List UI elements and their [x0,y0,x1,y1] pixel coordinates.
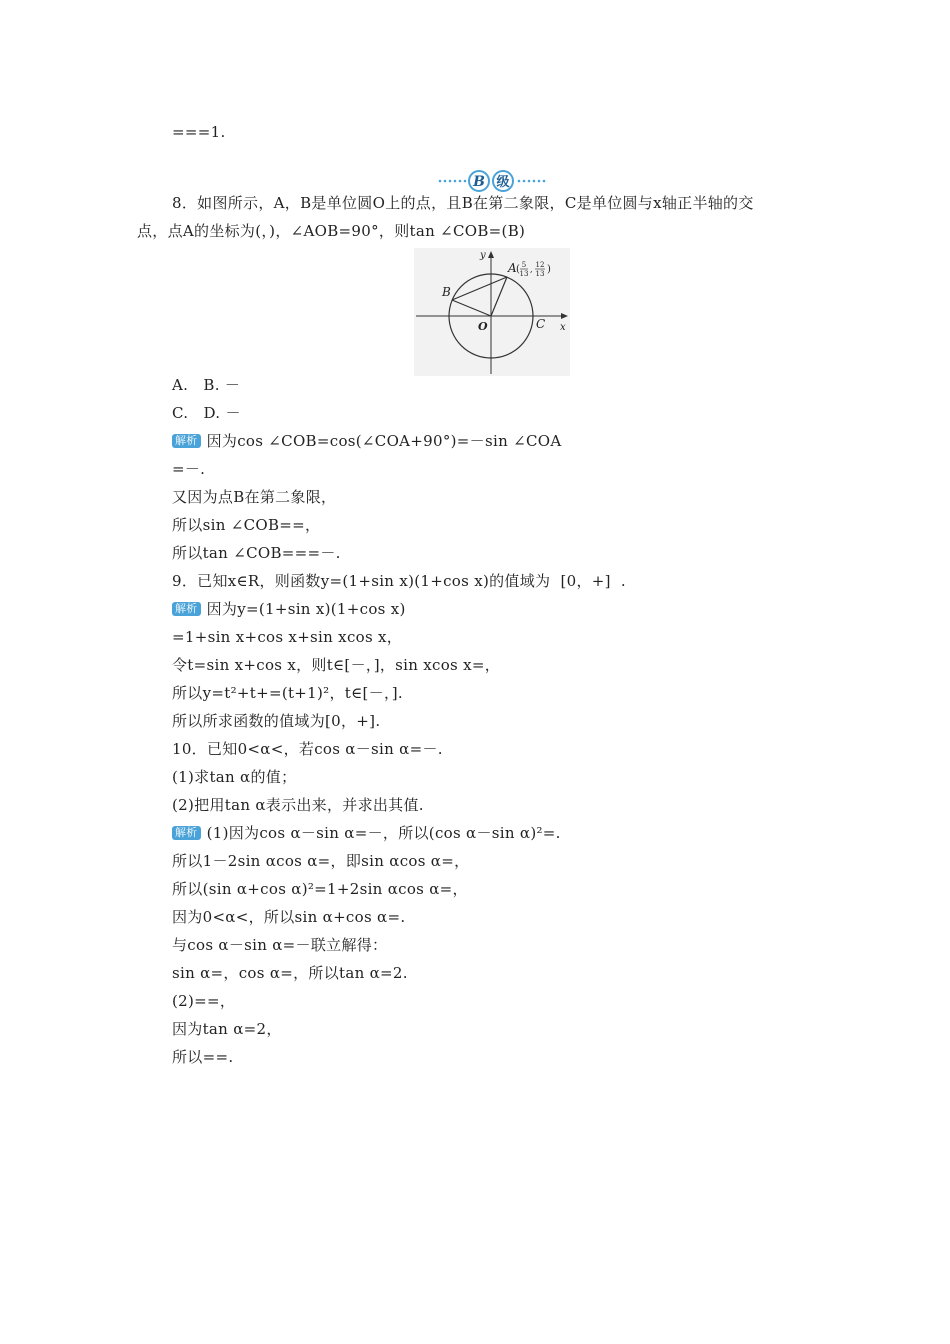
solution-10-line-1 [172,823,561,843]
a-y-denominator: 13 [535,270,545,278]
a-y-numerator: 12 [535,261,545,269]
label-a-close-paren: ) [547,264,551,275]
question-10-part-2: (2)把用tan α表示出来，并求出其值. [172,796,424,814]
solution-10-line-6: sin α=，cos α=，所以tan α=2. [172,964,408,982]
analysis-tag: 解析 [172,826,201,840]
solution-10-line-8: 因为tan α=2， [172,1020,282,1038]
solution-9-line-1 [172,599,406,619]
a-x-numerator: 5 [521,261,527,269]
question-8-line-2: 点，点A的坐标为(，)，∠AOB=90°，则tan ∠COB=(B) [137,222,526,240]
unit-circle-figure [414,248,570,376]
analysis-tag: 解析 [172,602,201,616]
line-result-1: ===1. [172,123,226,141]
banner-dots-right [518,180,546,183]
solution-10-text-1: (1)因为cos α－sin α=－，所以(cos α－sin α)²=. [206,824,561,842]
banner-letter: B [473,174,485,190]
solution-10-line-4: 因为0<α<，所以sin α+cos α=. [172,908,406,926]
solution-10-line-7: (2)==， [172,992,236,1010]
solution-10-line-5: 与cos α－sin α=－联立解得： [172,936,388,954]
label-a: A [508,261,517,275]
solution-8-line-5: 所以tan ∠COB===－. [172,544,341,562]
options-c-d: C. D. － [172,404,241,422]
label-b: B [442,285,451,299]
label-a-open-paren: ( [516,264,520,275]
label-c: C [536,317,546,331]
solution-10-line-3: 所以(sin α+cos α)²=1+2sin αcos α=， [172,880,468,898]
solution-9-line-2: =1+sin x+cos x+sin xcos x， [172,628,403,646]
analysis-tag: 解析 [172,434,201,448]
question-8-line-1: 8．如图所示，A，B是单位圆O上的点，且B在第二象限，C是单位圆与x轴正半轴的交 [172,194,754,212]
solution-9-line-3: 令t=sin x+cos x，则t∈[－，]，sin xcos x=， [172,656,501,674]
label-o: O [478,320,488,333]
label-y: y [480,250,486,261]
banner-dots-left [439,180,467,183]
solution-9-text-1: 因为y=(1+sin x)(1+cos x) [206,600,406,618]
label-a-comma: , [530,265,533,274]
a-x-denominator: 13 [519,270,529,278]
solution-8-line-4: 所以sin ∠COB==， [172,516,321,534]
solution-10-line-2: 所以1－2sin αcos α=，即sin αcos α=， [172,852,470,870]
options-a-b: A. B. － [172,376,241,394]
question-10: 10．已知0<α<，若cos α－sin α=－. [172,740,443,758]
label-x: x [560,322,566,333]
solution-10-line-9: 所以==. [172,1048,234,1066]
solution-8-line-1 [172,431,561,451]
solution-9-line-4: 所以y=t²+t+=(t+1)²，t∈[－，]. [172,684,403,702]
solution-8-text-1: 因为cos ∠COB=cos(∠COA+90°)=－sin ∠COA [206,432,562,450]
solution-9-line-5: 所以所求函数的值域为[0，+]. [172,712,381,730]
banner-char: 级 [496,175,510,190]
level-b-banner [438,168,550,194]
solution-8-line-3: 又因为点B在第二象限， [172,488,337,506]
question-9: 9．已知x∈R，则函数y=(1+sin x)(1+cos x)的值域为 [0，+] . [172,572,626,590]
solution-8-line-2: =－. [172,460,206,478]
question-10-part-1: (1)求tan α的值； [172,768,297,786]
